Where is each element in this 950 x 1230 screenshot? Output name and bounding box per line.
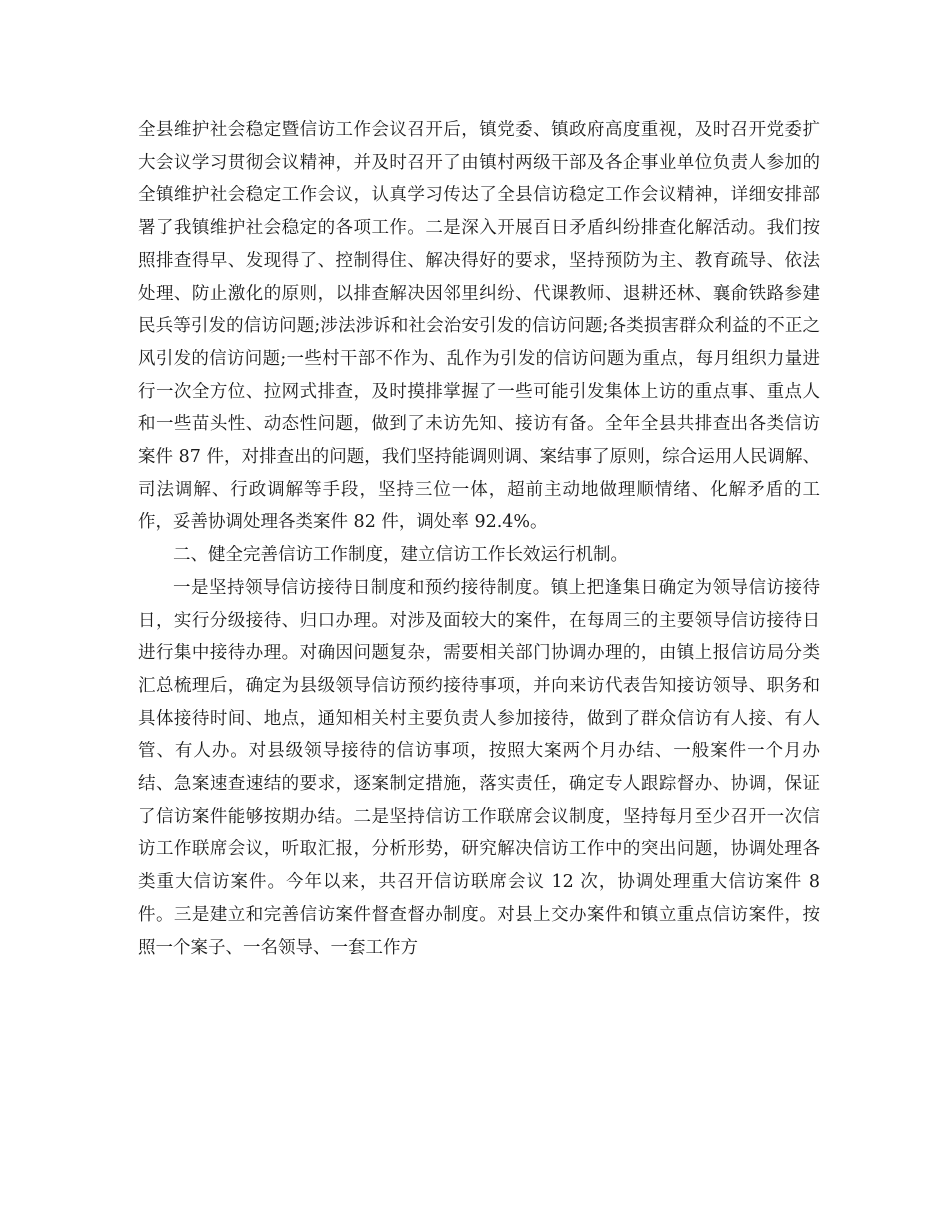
paragraph-stability-work: 全县维护社会稳定暨信访工作会议召开后，镇党委、镇政府高度重视，及时召开党委扩大会议学习贯彻会议精神，并及时召开了由镇村两级干部及各企事业单位负责人参加的全镇维护社会稳定工作会议，认真学习传达了全县信访稳定工作会议精神，详细安排部署了我镇维护社会稳定的各项工作。二是深入开展百日矛盾纠纷排查化解活动。我们按照排查得早、发现得了、控制得住、解决得好的要求，坚持预防为主、教育疏导、依法处理、防止激化的原则，以排查解决因邻里纠纷、代课教师、退耕还林、襄俞铁路参建民兵等引发的信访问题;涉法涉诉和社会治安引发的信访问题;各类损害群众利益的不正之风引发的信访问题;一些村干部不作为、乱作为引发的信访问题为重点，每月组织力量进行一次全方位、拉网式排查，及时摸排掌握了一些可能引发集体上访的重点事、重点人和一些苗头性、动态性问题，做到了未访先知、接访有备。全年全县共排查出各类信访案件 87 件，对排查出的问题，我们坚持能调则调、案结事了原则，综合运用人民调解、司法调解、行政调解等手段，坚持三位一体，超前主动地做理顺情绪、化解矛盾的工作，妥善协调处理各类案件 82 件，调处率 92.4%。 (138, 120, 820, 533)
document-body (138, 114, 820, 964)
paragraph-reception-system: 一是坚持领导信访接待日制度和预约接待制度。镇上把逢集日确定为领导信访接待日，实行分级接待、归口办理。对涉及面较大的案件，在每周三的主要领导信访接待日进行集中接待办理。对确因问题复杂，需要相关部门协调办理的，由镇上报信访局分类汇总梳理后，确定为县级领导信访预约接待事项，并向来访代表告知接访领导、职务和具体接待时间、地点，通知相关村主要负责人参加接待，做到了群众信访有人接、有人管、有人办。对县级领导接待的信访事项，按照大案两个月办结、一般案件一个月办结、急案速查速结的要求，逐案制定措施，落实责任，确定专人跟踪督办、协调，保证了信访案件能够按期办结。二是坚持信访工作联席会议制度，坚持每月至少召开一次信访工作联席会议，听取汇报，分析形势，研究解决信访工作中的突出问题，协调处理各类重大信访案件。今年以来，共召开信访联席会议 12 次，协调处理重大信访案件 8 件。三是建立和完善信访案件督查督办制度。对县上交办案件和镇立重点信访案件，按照一个案子、一名领导、一套工作方 (138, 577, 820, 958)
section-heading-petition-system: 二、健全完善信访工作制度，建立信访工作长效运行机制。 (173, 545, 628, 566)
